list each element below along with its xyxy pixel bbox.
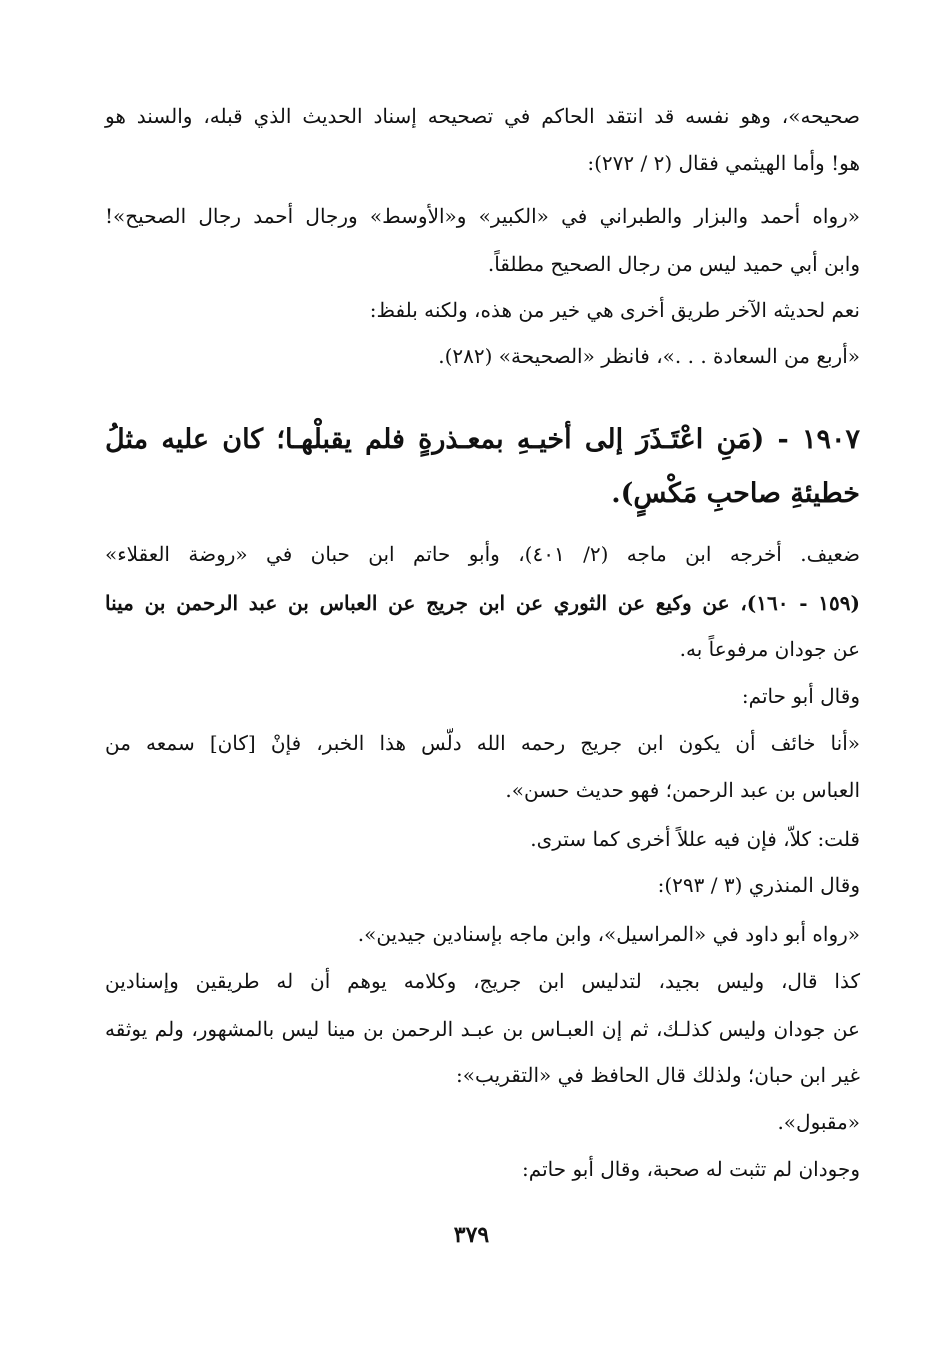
text-line: قلت: كلاّ، فإن فيه عللاً أخرى كما سترى. <box>530 827 860 851</box>
text-line: وجودان لم تثبت له صحبة، وقال أبو حاتم: <box>522 1157 860 1181</box>
page-number: ٣٧٩ <box>453 1222 490 1248</box>
text-line: وقال أبو حاتم: <box>741 684 860 708</box>
text-line: نعم لحديثه الآخر طريق أخرى هي خير من هذه، ولكنه بلفظ: <box>369 298 860 322</box>
text-line: عن جودان وليس كذلـك، ثم إن العبـاس بن عبـد الرحمن بن مينا ليس بالمشهور، ولم يوثقه <box>105 1017 860 1041</box>
text-line: غير ابن حبان؛ ولذلك قال الحافظ في «التقريب»: <box>456 1063 860 1087</box>
text-line: هو! وأما الهيثمي فقال (٢ / ٢٧٢): <box>587 151 860 175</box>
text-line: وقال المنذري (٣ / ٢٩٣): <box>657 873 860 897</box>
hadith-heading-continued: خطيئةِ صاحبِ مَكْسٍ). <box>611 478 860 509</box>
hadith-heading: ١٩٠٧ - (مَنِ اعْتَـذَرَ إلى أخيـهِ بمعـذرةٍ فلم يقبلْهـا؛ كان عليه مثلُ <box>105 424 860 455</box>
text-line: كذا قال، وليس بجيد، لتدليس ابن جريج، وكلامه يوهم أن له طريقين وإسنادين <box>105 969 860 993</box>
quote-line: «مقبول». <box>777 1110 860 1134</box>
text-line: وابن أبي حميد ليس من رجال الصحيح مطلقاً. <box>487 252 860 276</box>
quote-line: «أربع من السعادة . . .»، فانظر «الصحيحة» (٢٨٢). <box>438 344 860 368</box>
text-line: عن جودان مرفوعاً به. <box>679 637 860 661</box>
quote-line: «رواه أحمد والبزار والطبراني في «الكبير» و«الأوسط» ورجال أحمد رجال الصحيح»! <box>105 204 860 228</box>
quote-line: «أنا خائف أن يكون ابن جريج رحمه الله دلّس هذا الخبر، فإنْ [كان] سمعه من <box>105 731 860 755</box>
text-line: (١٥٩ - ١٦٠)، عن وكيع عن الثوري عن ابن جريج عن العباس بن عبد الرحمن بن مينا <box>105 591 860 615</box>
text-line: صحيحه»، وهو نفسه قد انتقد الحاكم في تصحيحه إسناد الحديث الذي قبله، والسند هو <box>105 104 860 128</box>
quote-line: «رواه أبو داود في «المراسيل»، وابن ماجه بإسنادين جيدين». <box>357 922 860 946</box>
quote-line: العباس بن عبد الرحمن؛ فهو حديث حسن». <box>505 778 860 802</box>
text-line: ضعيف. أخرجه ابن ماجه (٢/ ٤٠١)، وأبو حاتم ابن حبان في «روضة العقلاء» <box>105 542 860 566</box>
